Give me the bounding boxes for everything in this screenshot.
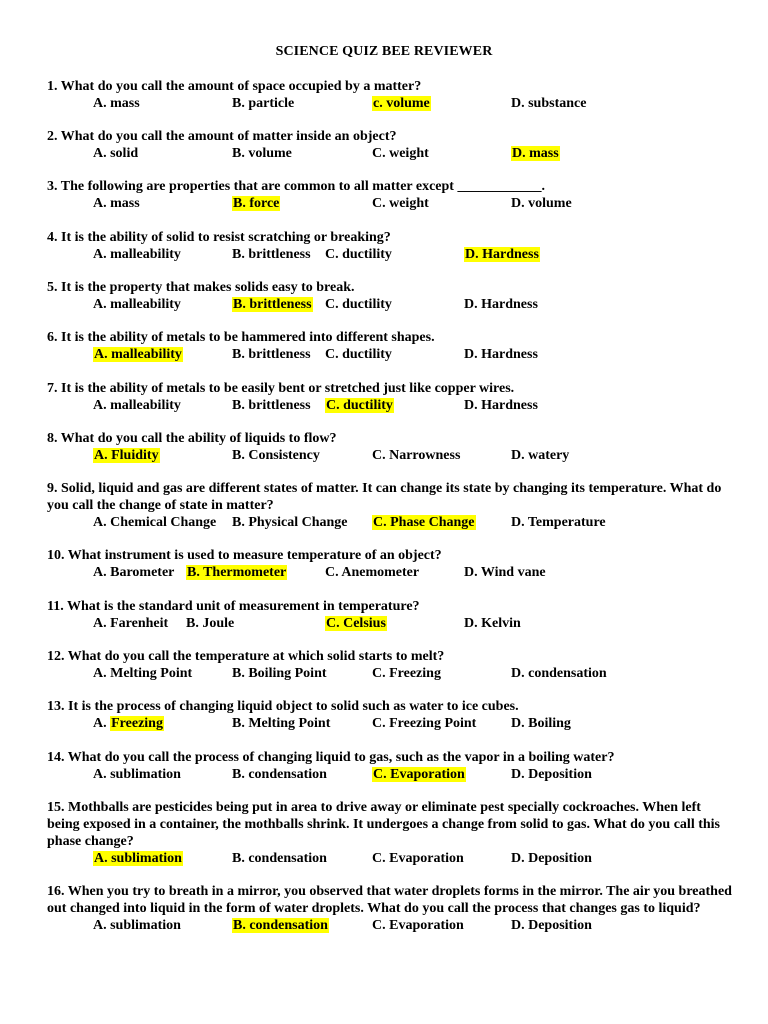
option-text: A. sublimation [93,767,181,782]
question-stem: 6. It is the ability of metals to be hammered into different shapes. [47,330,435,345]
option-text: B. brittleness [232,347,311,362]
answer-option [232,766,327,783]
option-text: D. Hardness [464,297,538,312]
correct-answer-highlight: B. force [233,196,280,211]
answer-option [93,397,181,414]
option-text: A. Farenheit [93,616,169,631]
answer-option [511,850,592,867]
correct-answer-highlight: C. Phase Change [373,515,475,530]
option-text: A. malleability [93,398,181,413]
option-text: B. brittleness [232,398,311,413]
question-stem: 2. What do you call the amount of matter inside an object? [47,129,397,144]
option-text: C. ductility [325,297,392,312]
option-text: D. Wind vane [464,565,546,580]
answer-option [93,95,140,112]
option-text: C. weight [372,196,429,211]
answer-option [325,346,392,363]
option-text: D. Boiling [511,716,571,731]
option-text: D. substance [511,96,587,111]
answer-option [232,514,348,531]
correct-answer-highlight: B. condensation [233,918,328,933]
question-stem: 1. What do you call the amount of space occupied by a matter? [47,79,422,94]
question-item [47,229,737,263]
option-text: B. brittleness [232,247,311,262]
answer-option [511,145,560,162]
answer-option [325,296,392,313]
answer-option [372,145,429,162]
question-stem: 3. The following are properties that are common to all matter except ____________. [47,179,545,194]
answer-option [511,514,606,531]
answer-option [464,346,538,363]
correct-answer-highlight: C. Celsius [326,616,386,631]
answer-option [232,95,294,112]
option-text: A. Melting Point [93,666,193,681]
answer-options [47,397,737,414]
answer-option [372,715,476,732]
answer-option [325,397,394,414]
correct-answer-highlight: B. Thermometer [187,565,287,580]
option-text: B. Melting Point [232,716,331,731]
option-text: A. malleability [93,247,181,262]
answer-option [232,397,311,414]
option-text: D. watery [511,448,570,463]
answer-option [372,766,466,783]
option-text: A. solid [93,146,139,161]
question-stem: 13. It is the process of changing liquid object to solid such as water to ice cubes. [47,699,519,714]
option-text: D. Kelvin [464,616,521,631]
question-item [47,698,737,732]
answer-option [232,447,320,464]
option-text: C. ductility [325,247,392,262]
option-text: A. mass [93,96,140,111]
answer-option [372,447,460,464]
option-text: C. Evaporation [372,851,464,866]
question-stem: 8. What do you call the ability of liquids to flow? [47,431,337,446]
answer-option [372,195,429,212]
option-text: B. volume [232,146,292,161]
correct-answer-highlight: B. brittleness [233,297,312,312]
option-text: C. Evaporation [372,918,464,933]
correct-answer-highlight: A. sublimation [94,851,182,866]
option-text: A. mass [93,196,140,211]
answer-option [232,665,327,682]
answer-option [93,766,181,783]
answer-option [511,766,592,783]
option-text: D. Temperature [511,515,606,530]
option-text: A. sublimation [93,918,181,933]
option-text: D. Deposition [511,918,592,933]
answer-options [47,615,737,632]
option-letter: A. [93,716,111,731]
answer-option [232,246,311,263]
answer-option [232,715,330,732]
answer-options [47,564,737,581]
answer-options [47,766,737,783]
answer-options [47,296,737,313]
answer-option [93,514,216,531]
question-item [47,430,737,464]
correct-answer-highlight: D. Hardness [465,247,539,262]
option-text: B. condensation [232,851,327,866]
answer-option [511,917,592,934]
correct-answer-highlight: C. Evaporation [373,767,465,782]
answer-option [93,850,183,867]
question-stem: 4. It is the ability of solid to resist scratching or breaking? [47,230,391,245]
option-text: C. Freezing [372,666,441,681]
option-text: A. Barometer [93,565,175,580]
question-stem: 5. It is the property that makes solids easy to break. [47,280,355,295]
option-text: B. Consistency [232,448,320,463]
answer-option [232,850,327,867]
answer-option [93,715,164,732]
question-item [47,547,737,581]
correct-answer-highlight: A. malleability [94,347,182,362]
question-item [47,749,737,783]
correct-answer-highlight: c. volume [373,96,430,111]
answer-option [325,246,392,263]
answer-option [93,346,183,363]
answer-option [511,195,572,212]
question-stem: 7. It is the ability of metals to be easily bent or stretched just like copper wires. [47,381,515,396]
answer-option [372,850,464,867]
question-item [47,128,737,162]
question-item [47,380,737,414]
answer-option [511,95,586,112]
answer-option [325,564,419,581]
option-text: D. Deposition [511,851,592,866]
answer-option [511,447,569,464]
correct-answer-highlight: C. ductility [326,398,393,413]
question-stem: 12. What do you call the temperature at which solid starts to melt? [47,649,445,664]
answer-option [186,564,287,581]
answer-option [232,346,311,363]
answer-options [47,514,737,531]
answer-option [325,615,387,632]
answer-option [232,917,329,934]
option-text: B. condensation [232,767,327,782]
answer-option [93,564,174,581]
question-item [47,329,737,363]
option-text: D. Deposition [511,767,592,782]
answer-option [372,917,464,934]
answer-option [464,564,546,581]
answer-option [511,665,607,682]
answer-option [93,917,181,934]
question-stem: 9. Solid, liquid and gas are different states of matter. It can change its state by changing its temperature. What do you call the change of state in matter? [47,481,722,513]
answer-options [47,95,737,112]
question-item [47,648,737,682]
question-item [47,279,737,313]
answer-option [232,296,313,313]
answer-option [464,246,540,263]
answer-option [511,715,571,732]
option-text: D. condensation [511,666,607,681]
answer-option [93,447,160,464]
question-item [47,78,737,112]
answer-option [93,246,181,263]
answer-options [47,145,737,162]
answer-option [372,95,431,112]
option-text: B. Boiling Point [232,666,327,681]
question-stem: 16. When you try to breath in a mirror, you observed that water droplets forms in the mirror. The air you breathed out changed into liquid in the form of water droplets. What do you call the process that changes gas to liquid? [47,884,732,916]
option-text: A. Chemical Change [93,515,217,530]
answer-option [93,145,138,162]
option-text: C. weight [372,146,429,161]
option-text: B. Physical Change [232,515,348,530]
question-stem: 11. What is the standard unit of measurement in temperature? [47,599,420,614]
answer-option [232,145,292,162]
answer-options [47,346,737,363]
answer-option [93,296,181,313]
answer-options [47,246,737,263]
question-stem: 15. Mothballs are pesticides being put in area to drive away or eliminate pest specially cockroaches. When left being exposed in a container, the mothballs shrink. It undergoes a change from solid to gas. What do you call this phase change? [47,800,720,849]
answer-option [93,665,192,682]
question-item [47,799,737,867]
question-item [47,883,737,934]
question-item [47,480,737,531]
answer-option [464,397,538,414]
answer-options [47,917,737,934]
option-text: A. malleability [93,297,181,312]
option-text: C. Freezing Point [372,716,477,731]
question-stem: 14. What do you call the process of changing liquid to gas, such as the vapor in a boiling water? [47,750,615,765]
option-text: C. Anemometer [325,565,420,580]
answer-options [47,665,737,682]
answer-option [93,615,168,632]
answer-option [232,195,280,212]
option-text: D. Hardness [464,347,538,362]
option-text: B. particle [232,96,295,111]
option-text: D. Hardness [464,398,538,413]
answer-option [372,514,476,531]
option-text: C. Narrowness [372,448,461,463]
correct-answer-highlight: D. mass [512,146,559,161]
question-item [47,598,737,632]
answer-options [47,715,737,732]
page-title: SCIENCE QUIZ BEE REVIEWER [275,44,493,59]
answer-options [47,850,737,867]
answer-options [47,447,737,464]
question-item [47,178,737,212]
answer-option [464,615,521,632]
correct-answer-highlight: Freezing [111,716,163,731]
answer-options [47,195,737,212]
answer-option [186,615,234,632]
answer-option [464,296,538,313]
correct-answer-highlight: A. Fluidity [94,448,159,463]
answer-option [93,195,140,212]
question-stem: 10. What instrument is used to measure temperature of an object? [47,548,442,563]
option-text: D. volume [511,196,572,211]
answer-option [372,665,441,682]
option-text: C. ductility [325,347,392,362]
option-text: B. Joule [186,616,235,631]
